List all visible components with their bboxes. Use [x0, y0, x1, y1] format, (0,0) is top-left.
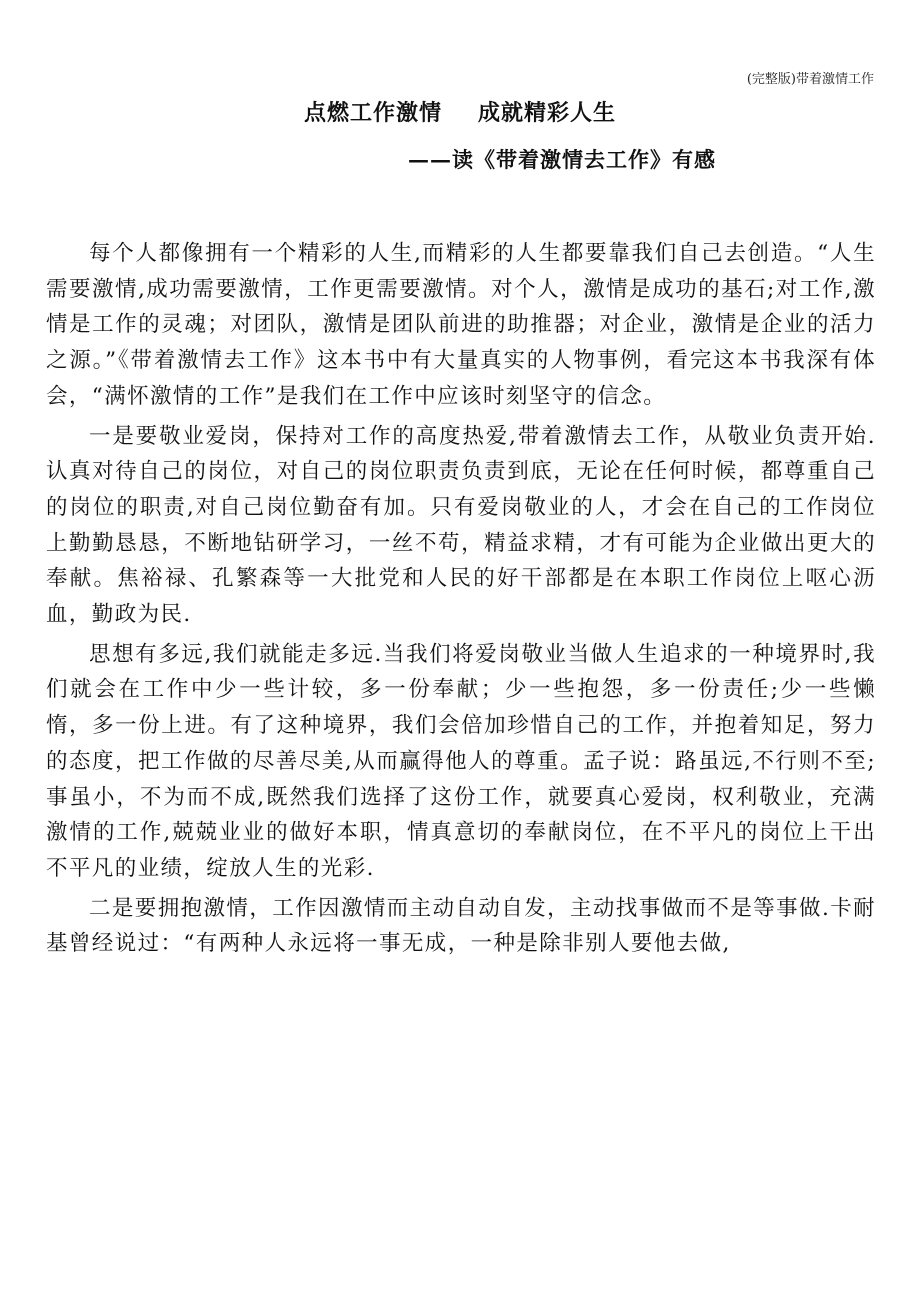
document-subtitle: ——读《带着激情去工作》有感: [408, 147, 716, 172]
document-title: [0, 96, 920, 127]
paragraph-2: 一是要敬业爱岗，保持对工作的高度热爱,带着激情去工作，从敬业负责开始.认真对待自己的岗位，对自己的岗位职责负责到底，无论在任何时候，都尊重自己的岗位的职责,对自己岗位勤奋有加。只有爱岗敬业的人，才会在自己的工作岗位上勤勤恳恳，不断地钻研学习，一丝不苟，精益求精，才有可能为企业做出更大的奉献。焦裕禄、孔繁森等一大批党和人民的好干部都是在本职工作岗位上呕心沥血，勤政为民.: [46, 423, 876, 628]
running-header: (完整版)带着激情工作: [746, 72, 874, 87]
paragraph-1: 每个人都像拥有一个精彩的人生,而精彩的人生都要靠我们自己去创造。“人生需要激情,成功需要激情，工作更需要激情。对个人，激情是成功的基石;对工作,激情是工作的灵魂；对团队，激情是团队前进的助推器；对企业，激情是企业的活力之源。”《带着激情去工作》这本书中有大量真实的人物事例，看完这本书我深有体会，“满怀激情的工作”是我们在工作中应该时刻坚守的信念。: [46, 241, 876, 409]
title-part-1: 点燃工作激情: [303, 100, 442, 126]
paragraph-4: 二是要拥抱激情，工作因激情而主动自动自发，主动找事做而不是等事做.卡耐基曾经说过：“有两种人永远将一事无成，一种是除非别人要他去做,: [46, 895, 876, 957]
paragraph-3: 思想有多远,我们就能走多远.当我们将爱岗敬业当做人生追求的一种境界时,我们就会在工作中少一些计较，多一份奉献；少一些抱怨，多一份责任;少一些懒惰，多一份上进。有了这种境界，我们会倍加珍惜自己的工作，并抱着知足，努力的态度，把工作做的尽善尽美,从而赢得他人的尊重。孟子说：路虽远,不行则不至;事虽小，不为而不成,既然我们选择了这份工作，就要真心爱岗，权利敬业，充满激情的工作,兢兢业业的做好本职，情真意切的奉献岗位，在不平凡的岗位上干出不平凡的业绩，绽放人生的光彩.: [46, 641, 876, 881]
document-body: [46, 236, 876, 962]
title-part-2: 成就精彩人生: [478, 100, 617, 126]
